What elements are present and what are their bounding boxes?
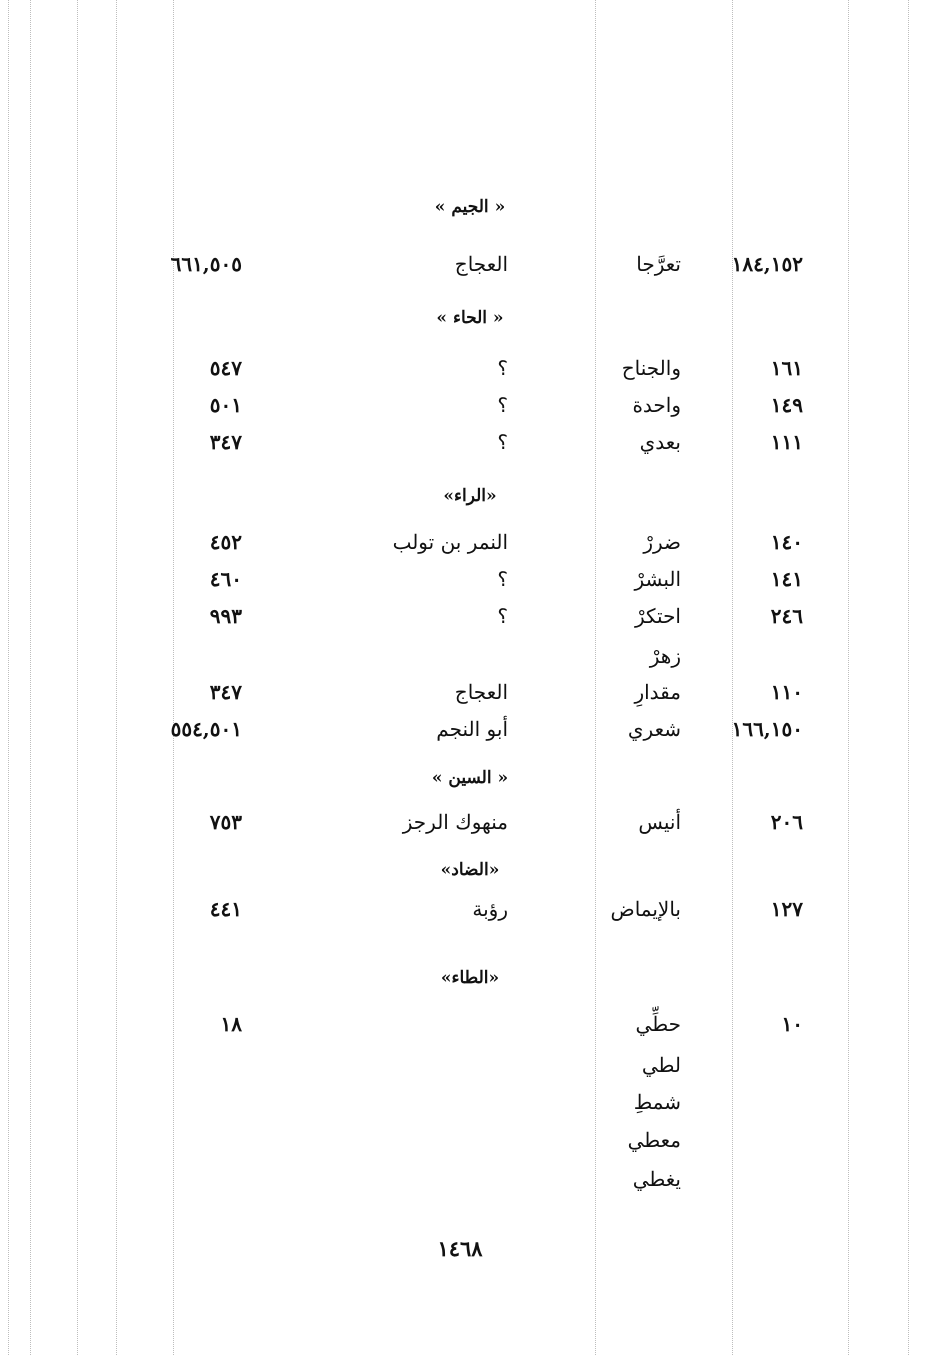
rhyme-word: والجناح bbox=[621, 356, 681, 380]
verse-number: ١١١ bbox=[770, 430, 803, 454]
rhyme-word-continuation: لطي bbox=[641, 1053, 681, 1077]
page-reference: ٥٤٧ bbox=[209, 356, 242, 380]
poet-name: منهوك الرجز bbox=[402, 810, 508, 834]
rhyme-word: أنيس bbox=[638, 810, 681, 834]
rhyme-word-continuation: زهرْ bbox=[649, 644, 681, 668]
verse-number: ١٦٦,١٥٠ bbox=[731, 717, 803, 741]
rhyme-word: واحدة bbox=[632, 393, 681, 417]
poet-name: النمر بن تولب bbox=[392, 530, 508, 554]
index-row bbox=[0, 810, 931, 840]
page-reference: ٤٦٠ bbox=[209, 567, 242, 591]
index-row bbox=[0, 530, 931, 560]
index-row bbox=[0, 252, 931, 282]
page-reference: ٣٤٧ bbox=[209, 430, 242, 454]
rhyme-word: ضررْ bbox=[643, 530, 681, 554]
verse-number: ١٨٤,١٥٢ bbox=[731, 252, 803, 276]
rhyme-word: مقدارِ bbox=[634, 680, 681, 704]
index-row bbox=[0, 680, 931, 710]
index-row bbox=[0, 1012, 931, 1042]
index-row bbox=[0, 604, 931, 634]
verse-number: ١٤١ bbox=[770, 567, 803, 591]
rhyme-word: البشرْ bbox=[634, 567, 681, 591]
index-row bbox=[0, 567, 931, 597]
poet-name: العجاج bbox=[454, 680, 508, 704]
poet-name: أبو النجم bbox=[436, 717, 508, 741]
section-heading-daad: «الضاد» bbox=[440, 860, 500, 880]
verse-number: ١٠ bbox=[781, 1012, 803, 1036]
poet-name: ؟ bbox=[497, 604, 508, 628]
rhyme-word: بالإيماض bbox=[610, 897, 681, 921]
poet-name: ؟ bbox=[497, 356, 508, 380]
verse-number: ٢٤٦ bbox=[770, 604, 803, 628]
index-row bbox=[0, 356, 931, 386]
section-heading-taa: «الطاء» bbox=[440, 968, 500, 988]
verse-number: ١٤٩ bbox=[770, 393, 803, 417]
section-heading-raa: «الراء» bbox=[443, 486, 497, 506]
rhyme-word: حطِّي bbox=[635, 1012, 681, 1036]
page-reference: ١٨ bbox=[220, 1012, 242, 1036]
page-reference: ٤٥٢ bbox=[209, 530, 242, 554]
index-row bbox=[0, 393, 931, 423]
poet-name: ؟ bbox=[497, 393, 508, 417]
rhyme-word-continuation: يغطي bbox=[632, 1167, 681, 1191]
verse-number: ١١٠ bbox=[770, 680, 803, 704]
page-reference: ٣٤٧ bbox=[209, 680, 242, 704]
index-row bbox=[0, 430, 931, 460]
rhyme-word: شعري bbox=[627, 717, 681, 741]
poet-name: ؟ bbox=[497, 567, 508, 591]
rhyme-word: احتكرْ bbox=[634, 604, 681, 628]
page-reference: ٤٤١ bbox=[209, 897, 242, 921]
rhyme-word: بعدي bbox=[639, 430, 681, 454]
poet-name: العجاج bbox=[454, 252, 508, 276]
page-reference: ٥٥٤,٥٠١ bbox=[170, 717, 242, 741]
section-heading-seen: « السين » bbox=[431, 768, 509, 788]
verse-number: ١٢٧ bbox=[770, 897, 803, 921]
index-row bbox=[0, 717, 931, 747]
rhyme-word: تعرَّجا bbox=[636, 252, 681, 276]
page-reference: ٦٦١,٥٠٥ bbox=[170, 252, 242, 276]
verse-number: ٢٠٦ bbox=[770, 810, 803, 834]
page-number: ١٤٦٨ bbox=[437, 1236, 483, 1261]
page-reference: ٥٠١ bbox=[209, 393, 242, 417]
poet-name: ؟ bbox=[497, 430, 508, 454]
section-heading-haa: « الحاء » bbox=[436, 308, 504, 328]
page-reference: ٩٩٣ bbox=[209, 604, 242, 628]
rhyme-word-continuation: معطي bbox=[627, 1128, 681, 1152]
index-row bbox=[0, 897, 931, 927]
section-heading-jeem: « الجيم » bbox=[434, 197, 506, 217]
rhyme-word-continuation: شمطِ bbox=[633, 1090, 681, 1114]
page-reference: ٧٥٣ bbox=[209, 810, 242, 834]
poet-name: رؤبة bbox=[472, 897, 508, 921]
verse-number: ١٦١ bbox=[770, 356, 803, 380]
verse-number: ١٤٠ bbox=[770, 530, 803, 554]
